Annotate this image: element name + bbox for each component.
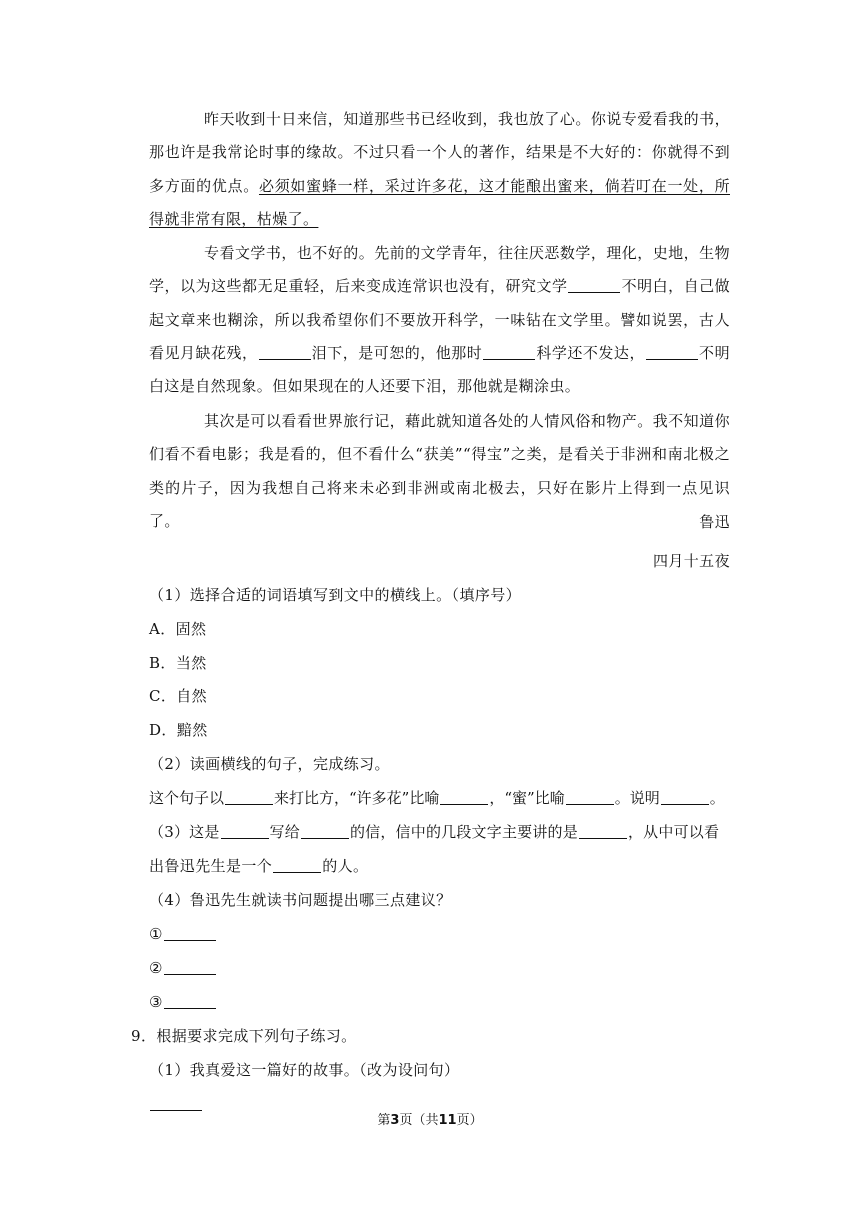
q9-blank-1 (150, 1095, 202, 1111)
blank-1 (568, 277, 620, 293)
option-a: A．固然 (149, 620, 207, 638)
q4-answer-3 (149, 992, 217, 1012)
q3-part-f: 的人。 (322, 857, 369, 875)
q2-blank-4 (661, 789, 709, 805)
question-3-line-1 (149, 822, 719, 842)
blank-3 (483, 344, 535, 360)
q4-blank-1 (164, 925, 216, 941)
q2-part-d: 。说明 (614, 789, 660, 807)
q3-blank-2 (301, 823, 349, 839)
question-9-title: 9．根据要求完成下列句子练习。 (131, 1027, 357, 1045)
p2-part-a: 专看文学书，也不好的。先前的文学青年，往往厌恶数学，理化，史地，生物学，以为这些都无足重轻，后来变成连常识也没有，研究文学 (149, 244, 730, 296)
q2-part-c: ，“蜜”比喻 (489, 789, 565, 807)
blank-2 (259, 344, 311, 360)
q3-part-a: （3）这是 (149, 823, 220, 841)
question-9-sub-1: （1）我真爱这一篇好的故事。（改为设问句） (149, 1061, 460, 1079)
question-2-line (149, 788, 725, 808)
p2-part-c: 泪下，是可恕的，他那时 (311, 343, 483, 362)
question-2: （2）读画横线的句子，完成练习。 (149, 755, 390, 773)
q3-part-c: 的信，信中的几段文字主要讲的是 (349, 823, 578, 841)
q2-blank-1 (225, 789, 273, 805)
q2-blank-3 (566, 789, 614, 805)
letter-paragraph-1 (149, 103, 730, 236)
q4-blank-3 (164, 993, 216, 1009)
question-3-line-2 (149, 856, 368, 876)
q3-blank-3 (579, 823, 627, 839)
q3-part-d: ，从中可以看 (627, 823, 720, 841)
letter-paragraph-3: 其次是可以看看世界旅行记，藉此就知道各处的人情风俗和物产。我不知道你们看不看电影；我是看的，但不看什么“获美”“得宝”之类，是看关于非洲和南北极之类的片子，因为我想自己将来未必到非洲或南北极去，只好在影片上得到一点见识了。 (149, 412, 730, 530)
q2-part-e: 。 (709, 789, 725, 807)
q4-answer-2 (149, 958, 217, 978)
option-c: C．自然 (149, 687, 208, 705)
page-footer (0, 1112, 860, 1130)
blank-4 (646, 344, 698, 360)
letter-date: 四月十五夜 (652, 552, 730, 570)
p1-text: 昨天收到十日来信，知道那些书已经收到，我也放了心。你说专爱看我的书，那也许是我常论时事的缘故。不过只看一个人的著作，结果是不大好的：你就得不到多方面的优点。 (149, 110, 730, 195)
q3-part-e: 出鲁迅先生是一个 (149, 857, 273, 875)
option-d: D．黯然 (149, 721, 208, 739)
question-1: （1）选择合适的词语填写到文中的横线上。（填序号） (149, 586, 522, 604)
footer-pre: 第 (377, 1113, 391, 1128)
q2-part-b: 来打比方，“许多花”比喻 (274, 789, 440, 807)
p2-part-b: 不明白，自己做起文章来也糊涂，所以我希望你们不要放开科学，一味钻在文学里。譬如说罢，古人看见月缺花残， (149, 277, 730, 362)
q2-blank-2 (440, 789, 488, 805)
letter-paragraph-2 (149, 237, 730, 403)
q4-mark-3: ③ (149, 993, 163, 1011)
q4-mark-1: ① (149, 925, 163, 943)
q9-answer-line (149, 1094, 203, 1114)
q4-blank-2 (164, 959, 216, 975)
q4-answer-1 (149, 924, 217, 944)
q3-blank-4 (273, 857, 321, 873)
footer-post: 页） (456, 1113, 483, 1128)
footer-total-pages: 11 (438, 1113, 457, 1128)
option-b: B．当然 (149, 654, 207, 672)
q3-part-b: 写给 (269, 823, 300, 841)
q2-part-a: 这个句子以 (149, 789, 225, 807)
p2-part-e: 不明白这是自然现象。但如果现在的人还要下泪，那他就是糊涂虫。 (149, 343, 730, 396)
signature: 鲁迅 (699, 513, 730, 531)
footer-page-number: 3 (390, 1113, 400, 1128)
p2-part-d: 科学还不发达， (536, 343, 645, 362)
question-4: （4）鲁迅先生就读书问题提出哪三点建议？ (149, 891, 452, 909)
q4-mark-2: ② (149, 959, 163, 977)
q3-blank-1 (221, 823, 269, 839)
footer-mid: 页（共 (399, 1113, 439, 1128)
p1-underlined-sentence: 必须如蜜蜂一样，采过许多花，这才能酿出蜜来，倘若叮在一处，所得就非常有限，枯燥了。 (149, 176, 730, 228)
